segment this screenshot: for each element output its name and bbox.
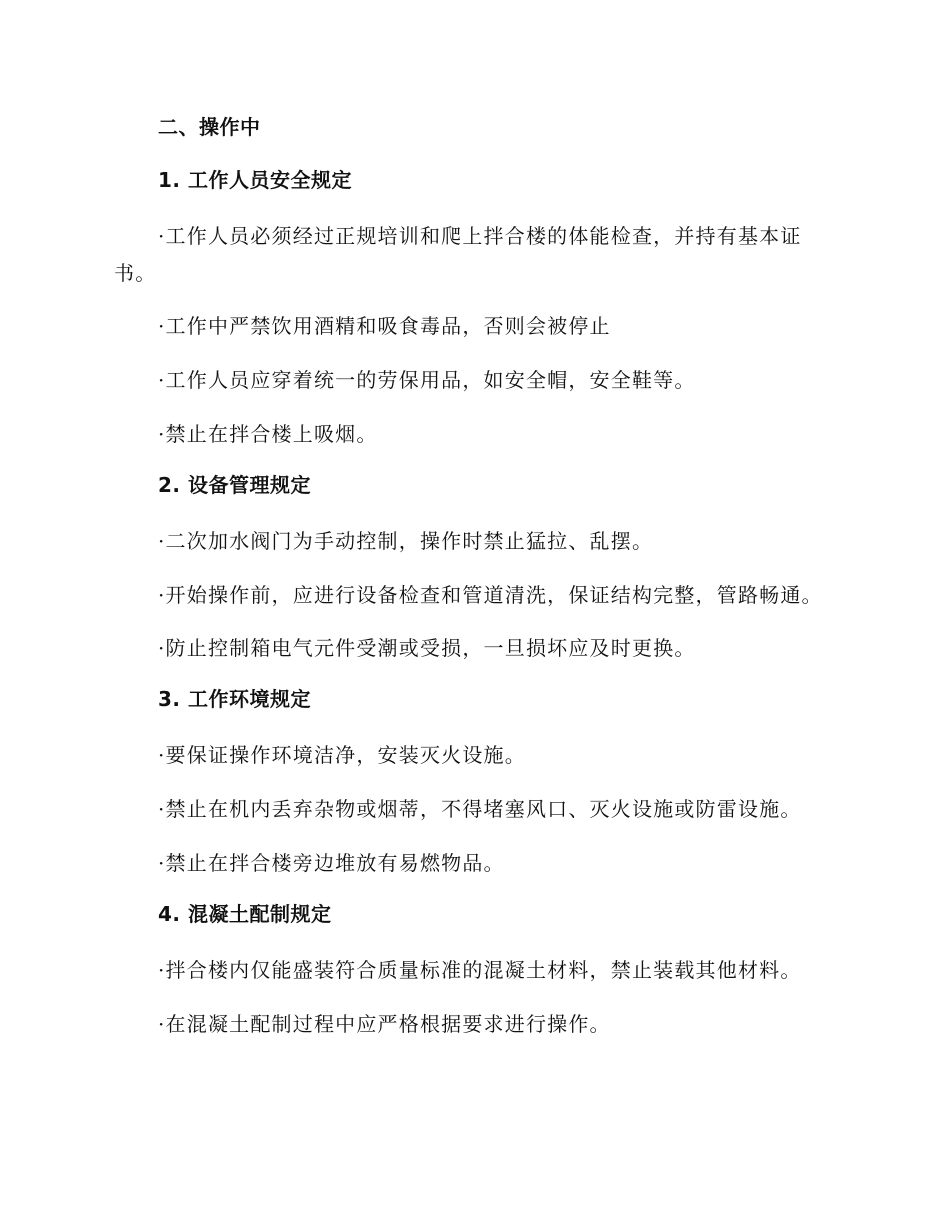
document-body (114, 112, 836, 1060)
subsection-heading-1: 1. 工作人员安全规定 (158, 168, 352, 192)
paragraph: ·拌合楼内仅能盛装符合质量标准的混凝土材料，禁止装载其他材料。 (158, 958, 802, 982)
paragraph: ·防止控制箱电气元件受潮或受损，一旦损坏应及时更换。 (158, 636, 696, 660)
paragraph: ·工作人员应穿着统一的劳保用品，如安全帽，安全鞋等。 (158, 368, 696, 392)
paragraph: ·工作中严禁饮用酒精和吸食毒品，否则会被停止 (158, 314, 611, 338)
paragraph: ·在混凝土配制过程中应严格根据要求进行操作。 (158, 1012, 611, 1036)
paragraph: ·禁止在拌合楼旁边堆放有易燃物品。 (158, 851, 505, 875)
paragraph: ·禁止在拌合楼上吸烟。 (158, 422, 378, 446)
subsection-heading-3: 3. 工作环境规定 (158, 687, 311, 711)
paragraph: ·工作人员必须经过正规培训和爬上拌合楼的体能检查，并持有基本证书。 (114, 224, 802, 285)
paragraph: ·开始操作前，应进行设备检查和管道清洗，保证结构完整，管路畅通。 (158, 583, 823, 607)
subsection-heading-4: 4. 混凝土配制规定 (158, 902, 332, 926)
paragraph: ·禁止在机内丢弃杂物或烟蒂，不得堵塞风口、灭火设施或防雷设施。 (158, 797, 802, 821)
paragraph: ·二次加水阀门为手动控制，操作时禁止猛拉、乱摆。 (158, 529, 654, 553)
subsection-heading-2: 2. 设备管理规定 (158, 473, 311, 497)
paragraph: ·要保证操作环境洁净，安装灭火设施。 (158, 743, 526, 767)
section-title: 二、操作中 (158, 115, 261, 139)
